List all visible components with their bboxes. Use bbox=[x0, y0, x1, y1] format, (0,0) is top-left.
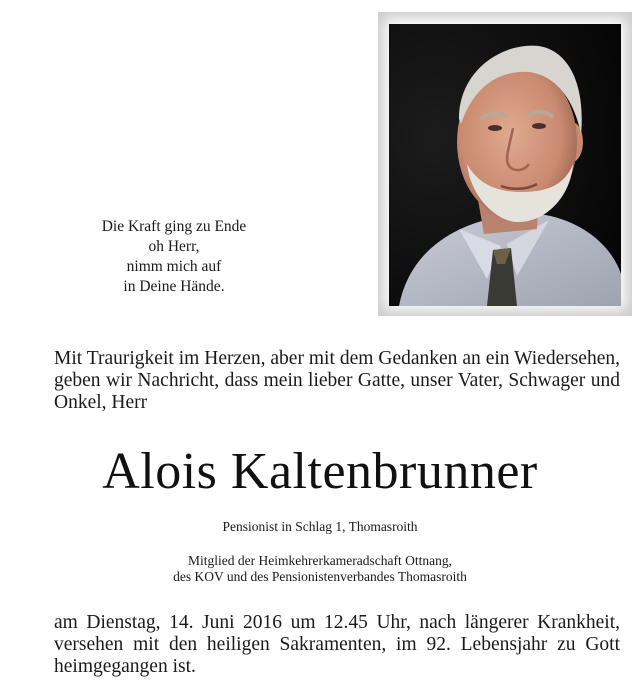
occupation-line: Pensionist in Schlag 1, Thomasroith bbox=[222, 519, 418, 534]
verse bbox=[56, 217, 292, 297]
portrait-photo bbox=[389, 24, 621, 306]
closing-paragraph: am Dienstag, 14. Juni 2016 um 12.45 Uhr, nach längerer Krankheit, versehen mit den heiligen Sakramenten, im 92. Lebensjahr zu Gott heimgegangen ist. bbox=[54, 612, 620, 677]
verse-line: Die Kraft ging zu Ende bbox=[101, 218, 247, 235]
verse-line: nimm mich auf bbox=[126, 258, 222, 275]
membership-line: Mitglied der Heimkehrerkameradschaft Ottnang, bbox=[188, 553, 452, 568]
verse-line: in Deine Hände. bbox=[123, 278, 225, 295]
membership bbox=[0, 553, 640, 584]
intro-paragraph: Mit Traurigkeit im Herzen, aber mit dem Gedanken an ein Wiedersehen, geben wir Nachricht, dass mein lieber Gatte, unser Vater, Schwager und Onkel, Herr bbox=[54, 348, 620, 413]
verse-line: oh Herr, bbox=[148, 238, 200, 255]
membership-line: des KOV und des Pensionistenverbandes Thomasroith bbox=[173, 568, 467, 584]
portrait-illustration bbox=[389, 24, 621, 306]
deceased-name: Alois Kaltenbrunner bbox=[102, 443, 538, 500]
